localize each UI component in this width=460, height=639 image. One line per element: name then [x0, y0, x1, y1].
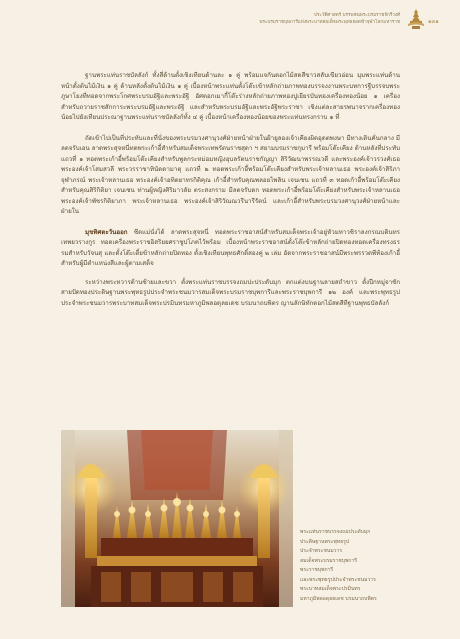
paragraph: ถัดเข้าไปเป็นที่ประทับและที่นั่งของพระบรมวงศานุวงศ์ฝ่ายหน้าฝ่ายในฝ้ายูลองเจ้าเคียงผิดอุดตพงษา มีทางเดินคั่นกลาง มีลดจรับเอน ลาดพระสุจหนี่ทดพระเก้าอี้สำหรับสมเด็จพระเทพรัตนราชสุดา ฯ สยามบรมราชกุมารี พร้อมโต๊ะเคียง ด้านหลังที่ประทับ แถวที่ ๑ ทอดพระเก้าอี้พร้อมโต๊ะเคียงสำหรับพูลกระหม่อมหญิงอุบลรัตนราชกัญญา สิริวัฒนาพรรณวดี และพระองค์เจ้าวรวงศ์เธอ พระองค์เจ้าโสมสวลี พระวรราชาทินัดดามาตุ แถวที่ ๒ ทอดพระเก้าอี้พร้อมโต๊ะเคียงสำหรับพระเจ้าหลานเธอ พระองค์เจ้าสิริภาจุฬาภรณ์ พระเจ้าหลานเธอ พระองค์เจ้าอทิตยาทรกิติคุณ เก้าอี้สำหรับคุณพลอยไพลิน เจนเซน แถวที่ ๓ ทอดเก้าอี้พร้อมโต๊ะเคียงสำหรับคุณสิริกิติยา เจนเซน ท่านผู้หญิงศิริมาวลัย ตระสงกราม มีลดจรับดก ทอดพระเก้าอี้พร้อมโต๊ะเคียงสำหรับพระเจ้าหลานเธอ พระองค์เจ้าพัชรกิติยาภา พระเจ้าหลานเธอ พระองค์เจ้าสิริวัณณวรีนารีรัตน์ และเก้าอี้สำหรับพระบรมวงศานุวงศ์ฝ่ายหน้าและฝ่ายใน: [61, 134, 400, 215]
page-number: ๑๓๑: [428, 19, 439, 25]
caption-line: มหาภูมิพลอดุลยเดช บรมนาถบพิตร: [300, 595, 377, 602]
header-line-2: พระบรมราชบุพการีแห่งพระบาทสมเด็จพระพุทธยอดฟ้าจุฬาโลกมหาราช: [259, 20, 400, 25]
caption-line: พระราชบุพการี: [300, 567, 334, 573]
photo-buddha-images-on-royal-platform: [61, 430, 293, 607]
caption-line: สมเด็จพระบรมราชบุพการี: [300, 557, 357, 564]
royal-emblem-icon: [406, 8, 426, 30]
photo-illustration: [61, 430, 293, 607]
paragraph: ฐานพระแท่นราชบัลลังก์ ทั้งสี่ด้านตั้งเชิงเทียนด้านละ ๑ คู่ พร้อมแจกันดอกไม้สดสีขาวสลับเขียวอ่อน มุมพระแท่นด้านหน้าตั้งต้นไม้เงิน ๑ คู่ ด้านหลังตั้งต้นไม้เงิน ๑ คู่ เบื้องหน้าพระแท่นตั้งโต๊ะเข้าหลักถ่ายภาพทองบรรจงงานพระบทการฐีบรรจบพระภูษาโยงที่ทอดจากพระโกศพระบรมอัฐิและพระอัฐิ อัศดอกเมากี้โต๊ะร่างหลักถ่ายภาพทองปูเยียรบันทองเครื่องทองน้อย ๑ เครื่อง สำหรับถวายราชสักการะพระบรมอัฐิและพระอัฐิ และสำหรับพระบรมอัฐิและพระอัฐิพระราชา เชิงแต่ละสายรพนาจรากเครื่องทองน้อยไปยังเทียนประณาฐานพระแท่นราชบัลลังก์ทั้ง ๔ คู่ เบื้องหน้าเครื่องทองน้อยของพระแท่นทรงกราบ ๑ ที่: [61, 72, 400, 121]
article-body: [61, 71, 400, 319]
page-header: [0, 0, 460, 40]
caption-line: และพระพุทธรูปประจำพระชนมวาร: [300, 576, 376, 583]
caption-line: ประดิษฐานพระพุทธรูป: [300, 538, 350, 545]
caption-line: พระแท่นราชบรรจงถมประดับมุก: [300, 529, 371, 535]
paragraph: [61, 228, 400, 270]
paragraph-lead: มุขทิศตะวันออก: [85, 228, 128, 236]
header-title: [260, 12, 400, 26]
caption-line: พระบาทสมเด็จพระปรมินทร: [300, 586, 361, 592]
header-line-1: ประวัติศาสตร์ บรรพชนพระบรมราชจักรีวงศ์: [314, 13, 400, 18]
paragraph-text: ซีดแม่นั่งได้ ลาดพระสุจหนี่ ทอดพระราชอาสน์สำหรับสมเด็จพระเจ้าอยู่หัวมหาวชิราลงกรณบดินทรเทพยวรางกูร ทอดเครื่องพระราชอิสริยยศราชูปโภคไว้พร้อม เบื้องหน้าพระราชอาสน์ตั้งโต๊ะข้าหลักถ่ายปิดทองทอดเครื่องทรงธรรมสำหรับวัจนสุ และตั้งโต๊ะเตี้ยข้าหลักถ่ายปิดทอง ตั้งเชิงเทียนพุทธศักดิ์สองคู่ ๒ เล่ม อัดจากพระราชอาสน์มีพระพรรวดพีท้องเก้าอี้สำหรับผู้มีตำแหน่งสีและผู้ตามเสด็จ: [61, 228, 400, 267]
paragraph: ระหว่างพระทวารด้านซ้ายและขวา ตั้งพระแท่นราชบรรจงถมปะประดับมุก ตกแต่งบนฐานลายสถำขาว ตั้งปีกหมู่จาชักสายปัดทองประดิษฐานพระพุทธรูปประจำพระชนมวารสมเด็จพระบรมราชบุพการีและพระราชบุพการี ๑๒ องค์ และพระพุทธรูปประจำพระชนมวารพระบาทสมเด็จพระปรมินทรมหาภูมิพลอดุลยเดช บรมนาถบพิตร ญานลักษิทักดอกไม้สดสีทีฐานพุทธบัลลังก์: [61, 278, 400, 307]
caption-line: ประจำพระชนมวาร: [300, 548, 343, 554]
photo-caption: [300, 528, 404, 604]
